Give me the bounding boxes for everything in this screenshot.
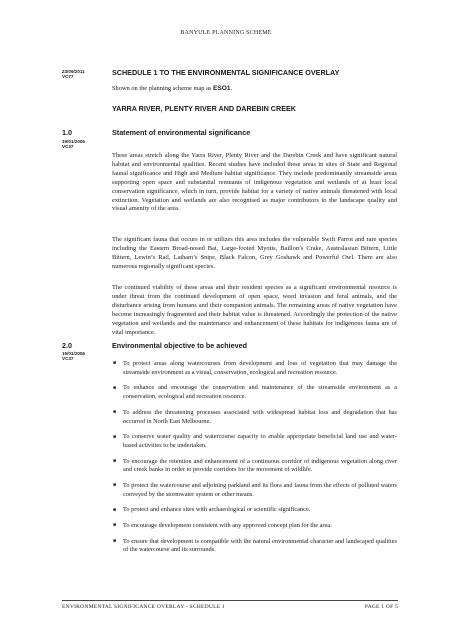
schedule-margin-note: [62, 69, 85, 80]
objective-item: [112, 360, 397, 378]
square-bullet-icon: ■: [113, 410, 117, 416]
objective-text: To address the threatening processes associated with widespread habitat loss and degradation that has occurred in North East Melbourne.: [123, 408, 397, 425]
shown-on-map-suffix: .: [230, 85, 233, 92]
section-2-heading: Environmental objective to be achieved: [112, 341, 248, 350]
section-1-date: 19/01/2006: [62, 139, 85, 144]
objective-text: To enhance and encourage the conservation and maintenance of the streamside environment as a conservation, ecological and recreation resource.: [123, 384, 397, 401]
objective-text: To ensure that development is compatible with the natural environmental character and landscaped qualities of the watercourse and its surrounds.: [123, 537, 397, 554]
objective-item: [112, 482, 397, 500]
schedule-title: SCHEDULE 1 TO THE ENVIRONMENTAL SIGNIFICANCE OVERLAY: [112, 68, 340, 77]
objective-item: [112, 506, 397, 515]
area-title: YARRA RIVER, PLENTY RIVER AND DAREBIN CREEK: [112, 104, 296, 113]
square-bullet-icon: ■: [113, 385, 117, 391]
objective-text: To encourage development consistent with any approved concept plan for the area.: [123, 521, 332, 529]
square-bullet-icon: ■: [113, 458, 117, 464]
schedule-amendment: VC77: [62, 74, 74, 80]
section-1-amendment: VC37: [62, 144, 74, 150]
section-1-number: 1.0: [62, 128, 72, 137]
square-bullet-icon: ■: [113, 507, 117, 513]
footer-divider: [62, 600, 398, 601]
section-1-paragraph: These areas stretch along the Yarra River, Plenty River and the Darebin Creek and have significant natural habitat and environmental qualities. Recent studies have included these areas in sites of State and Regional faunal significance and High and Medium habitat significance. They include predominantly streamside areas supporting open space and substantial remnants of indigenous vegetation and wetlands of at least local conservation significance, which in turn, provide habitat for a variety of native animals threatened with local extinction. Vegetation and wetlands are also recognised as major contributors to the landscape quality and visual amenity of the area.: [112, 152, 397, 213]
objective-text: To encourage the retention and enhancement of a continuous corridor of indigenous vegetation along river and creek banks in order to provide corridors for the movement of wildlife.: [123, 457, 397, 474]
objective-item: [112, 458, 397, 476]
objective-text: To protect areas along watercourses from development and loss of vegetation that may damage the streamside environment as a visual, conservation, ecological and recreation resource.: [123, 360, 397, 376]
shown-on-map-note: [112, 85, 232, 92]
objectives-list: [112, 360, 397, 562]
section-2-date: 19/01/2006: [62, 351, 85, 356]
objective-text: To conserve water quality and watercourse capacity to enable appropriate beneficial land use and water-based activities to be undertaken.: [123, 433, 397, 449]
schedule-date: 23/09/2011: [62, 69, 85, 74]
square-bullet-icon: ■: [113, 361, 117, 367]
section-2-margin-note: [62, 351, 85, 362]
square-bullet-icon: ■: [113, 434, 117, 440]
page-number: PAGE 1 OF 5: [364, 604, 398, 610]
page-header: BANYULE PLANNING SCHEME: [180, 30, 272, 36]
section-1-margin-note: [62, 139, 85, 150]
overlay-code: ESO1: [213, 85, 231, 92]
footer-title: ENVIRONMENTAL SIGNIFICANCE OVERLAY - SCHEDULE 1: [62, 604, 225, 610]
objective-text: To protect and enhance sites with archaeological or scientific significance.: [123, 506, 311, 514]
objective-item: [112, 384, 397, 402]
square-bullet-icon: ■: [113, 483, 117, 489]
objective-text: To protect the watercourse and adjoining parkland and its flora and fauna from the effects of polluted waters conveyed by the stormwater system or other means.: [123, 481, 397, 498]
objective-item: [112, 409, 397, 427]
shown-on-map-prefix: Shown on the planning scheme map as: [112, 85, 213, 92]
section-1-heading: Statement of environmental significance: [112, 128, 251, 137]
square-bullet-icon: ■: [113, 539, 117, 545]
objective-item: [112, 433, 397, 451]
objective-item: [112, 538, 397, 556]
section-2-number: 2.0: [62, 341, 72, 350]
objective-item: [112, 522, 397, 531]
section-2-amendment: VC37: [62, 356, 74, 362]
section-1-paragraph: The significant fauna that occurs in or utilizes this area includes the vulnerable Swift Parrot and rare species including the Eastern Broad-nosed Bat, Large-footed Myotis, Baillon’s Crake, Australasian Bittern, Little Bittern, Lewin’s Rail, Latham’s Snipe, Black Falcon, Grey Goshawk and Powerful Owl. There are also numerous regionally significant species.: [112, 236, 397, 270]
section-1-paragraph: The continued viability of these areas and their resident species as a significant environmental resource is under threat from the continued development of open space, weed invasion and feral animals, and the disturbance arising from humans and their companion animals. The remaining areas of native vegetation have become increasingly fragmented and their habitat value is threatened. Accordingly the protection of the native vegetation and wetlands and the maintenance and enhancement of these habitats for indigenous fauna are of vital importance.: [112, 284, 397, 336]
square-bullet-icon: ■: [113, 523, 117, 529]
